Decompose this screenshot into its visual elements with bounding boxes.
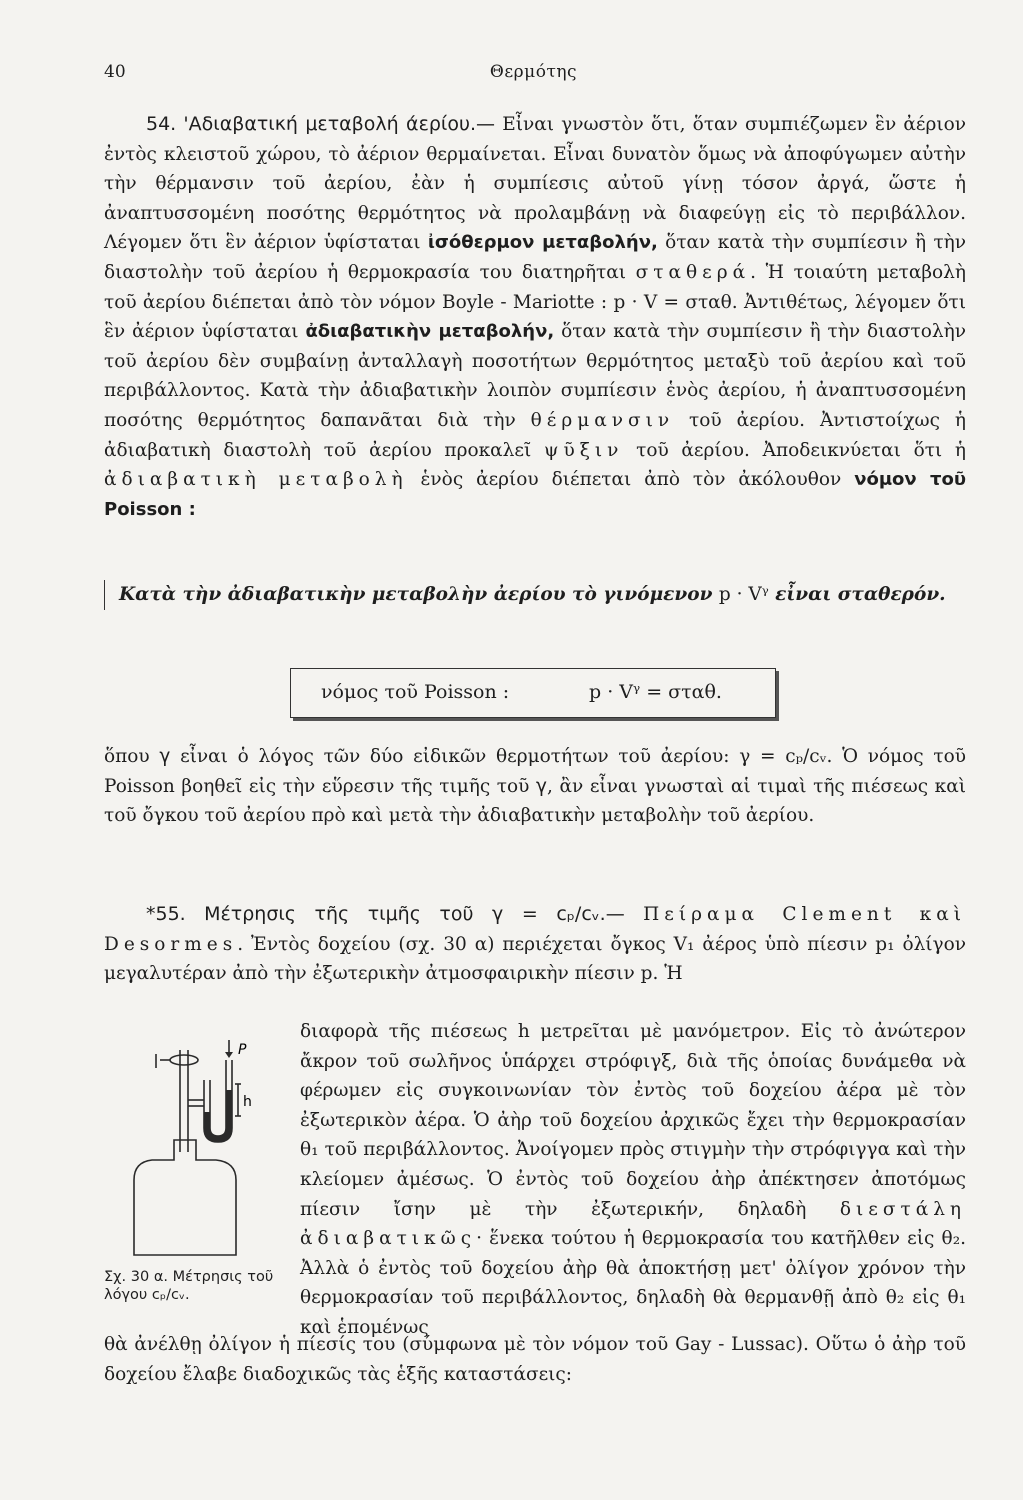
apparatus-diagram: [104, 1040, 294, 1260]
label-h: h: [243, 1094, 252, 1110]
term-poisson-law: νόμον τοῦ Poisson :: [104, 469, 966, 520]
section-54-text-7: ἑνὸς ἀερίου διέπεται ἀπὸ τὸν ἀκόλουθον: [407, 469, 855, 491]
word-adiabatic-change: ἀδιαβατικὴ μεταβολὴ: [104, 469, 408, 491]
term-adiabatic: ἀδιαβατικὴν μεταβολήν,: [305, 321, 555, 343]
p2-text-d: , ἂν εἶναι γνωσταὶ αἱ τιμαὶ τῆς πιέσεως καὶ τοῦ ὄγκου τοῦ ἀερίου πρὸ καὶ μετὰ τὴν ἀδιαβατικὴν μεταβολὴν τοῦ ἀερίου.: [104, 775, 966, 827]
term-isothermal: ἰσόθερμον μεταβολήν,: [427, 232, 658, 254]
p2-text-c: . Ὁ νόμος τοῦ Poisson βοηθεῖ εἰς τὴν εὕρεσιν τῆς τιμῆς τοῦ: [104, 746, 966, 797]
law-expression: p · Vᵞ: [718, 584, 769, 605]
section-55-number: *55.: [146, 903, 186, 925]
formula-expression: p · Vᵞ = σταθ.: [589, 681, 722, 703]
section-54-text-5: τοῦ ἀερίου. Ἀντιστοίχως ἡ ἀδιαβατικὴ διαστολὴ τοῦ ἀερίου προκαλεῖ: [104, 409, 966, 461]
label-p: P: [238, 1042, 247, 1058]
p2-text-a: ὅπου: [104, 746, 160, 767]
word-heating: θέρμανσιν: [530, 409, 675, 431]
section-54-text-6: τοῦ ἀερίου. Ἀποδεικνύεται ὅτι ἡ: [623, 439, 966, 461]
gamma-ratio: γ = cₚ/cᵥ: [739, 746, 827, 767]
poisson-law-statement: [104, 580, 979, 610]
section-54-text-1: Εἶναι γνωστὸν ὅτι, ὅταν συμπιέζωμεν ἓν ἀέριον ἐντὸς κλειστοῦ χώρου, τὸ ἀέριον θερμαίνεται. Εἶναι δυνατὸν ὅμως νὰ ἀποφύγωμεν αὐτὴν τὴν θέρμανσιν τοῦ ἀερίου, ἐὰν ἡ συμπίεσις αὐτοῦ γίνῃ τόσον ἀργά, ὥστε ἡ ἀναπτυσσομένη ποσότης θερμότητος νὰ προλαμβάνῃ νὰ διαφεύγῃ εἰς τὸ περιβάλλον. Λέγομεν ὅτι ἓν ἀέριον ὑφίσταται: [104, 114, 967, 254]
word-cooling: ψῦξιν: [543, 439, 624, 461]
word-expanded-adiabatically: διεστάλη ἀδιαβατικῶς: [300, 1198, 966, 1250]
section-54-text-3: . Ἡ τοιαύτη μεταβολὴ τοῦ ἀερίου διέπεται ἀπὸ τὸν νόμον Boyle - Mariotte : p · V = σταθ. Ἀντιθέτως, λέγομεν ὅτι ἓν ἀέριον ὑφίσταται: [104, 261, 966, 343]
experiment-name: Πείραμα Clement καὶ Desormes: [104, 904, 966, 955]
section-55-wrap-text: [300, 1017, 966, 1343]
law-text-b: εἶναι σταθερόν.: [768, 584, 946, 605]
wrap-text-a: διαφορὰ τῆς πιέσεως h μετρεῖται μὲ μανόμετρον. Εἰς τὸ ἀνώτερον ἄκρον τοῦ σωλῆνος ὑπάρχει στρόφιγξ, διὰ τῆς ὁποίας δυνάμεθα νὰ φέρωμεν εἰς συγκοινωνίαν τὸν ἐντὸς τοῦ δοχείου ἀέρα μὲ τὸν ἐξωτερικὸν ἀέρα. Ὁ ἀὴρ τοῦ δοχείου ἀρχικῶς ἔχει τὴν θερμοκρασίαν θ₁ τοῦ περιβάλλοντος. Ἀνοίγομεν πρὸς στιγμὴν τὴν στρόφιγγα καὶ τὴν κλείομεν ἀμέσως. Ὁ ἐντὸς τοῦ δοχείου ἀὴρ ἀπέκτησεν ἀποτόμως πίεσιν ἴσην μὲ τὴν ἐξωτερικήν, δηλαδὴ: [300, 1021, 966, 1220]
section-55-paragraph: [104, 900, 966, 989]
law-text-a: Κατὰ τὴν ἀδιαβατικὴν μεταβολὴν ἀερίου τὸ γινόμενον: [119, 584, 719, 605]
page-header: [104, 62, 963, 86]
manometer-liquid: [204, 1090, 232, 1142]
section-54-text-2: ὅταν κατὰ τὴν συμπίεσιν ἢ τὴν διαστολὴν τοῦ ἀερίου ἡ θερμοκρασία του διατηρῆται: [104, 232, 967, 283]
word-constant: σταθερά: [635, 261, 751, 283]
wrap-text-b: · ἕνεκα τούτου ἡ θερμοκρασία του κατῆλθεν εἰς θ₂. Ἀλλὰ ὁ ἐντὸς τοῦ δοχείου ἀὴρ θὰ ἀποκτήσῃ μετ' ὀλίγον χρόνον τὴν θερμοκρασίαν τοῦ περιβάλλοντος, δηλαδὴ θὰ θερμανθῇ ἀπὸ θ₂ εἰς θ₁ καὶ ἑπομένως: [300, 1228, 966, 1338]
poisson-formula-box: [290, 668, 776, 718]
page-number: 40: [104, 62, 126, 82]
section-54-paragraph: [104, 110, 966, 524]
figure-30a: [104, 1040, 294, 1260]
p2-text-b: εἶναι ὁ λόγος τῶν δύο εἰδικῶν θερμοτήτων τοῦ ἀερίου:: [170, 746, 740, 767]
gamma-symbol: γ: [159, 746, 171, 767]
running-title: Θερμότης: [489, 62, 578, 82]
formula-label: νόμος τοῦ Poisson :: [321, 681, 510, 703]
section-54-title: 'Αδιαβατική μεταβολή άερίου.—: [183, 113, 495, 135]
pressure-arrow: [225, 1052, 233, 1058]
gamma-definition-paragraph: [104, 742, 966, 831]
figure-caption: Σχ. 30 α. Μέτρησις τοῦ λόγου cₚ/cᵥ.: [104, 1269, 274, 1303]
section-55-tail-text: θὰ ἀνέλθῃ ὀλίγον ἡ πίεσίς του (σύμφωνα μὲ τὸν νόμον τοῦ Gay - Lussac). Οὕτω ὁ ἀὴρ τοῦ δοχείου ἔλαβε διαδοχικῶς τὰς ἑξῆς καταστάσεις:: [104, 1334, 966, 1385]
section-54-text-4: ὅταν κατὰ τὴν συμπίεσιν ἢ τὴν διαστολὴν τοῦ ἀερίου δὲν συμβαίνῃ ἀνταλλαγὴ ποσοτήτων θερμότητος μεταξὺ τοῦ ἀερίου καὶ τοῦ περιβάλλοντος. Κατὰ τὴν ἀδιαβατικὴν λοιπὸν συμπίεσιν ἑνὸς ἀερίου, ἡ ἀναπτυσσομένη ποσότης θερμότητος δαπανᾶται διὰ τὴν: [104, 321, 966, 431]
section-55-text-1: . Ἐντὸς δοχείου (σχ. 30 α) περιέχεται ὄγκος V₁ ἀέρος ὑπὸ πίεσιν p₁ ὀλίγον μεγαλυτέραν ἀπὸ τὴν ἐξωτερικὴν ἀτμοσφαιρικὴν πίεσιν p. Ἡ: [104, 933, 966, 985]
gamma-symbol-2: γ: [536, 775, 547, 797]
section-54-number: 54.: [146, 113, 177, 135]
section-55-title: Μέτρησις τῆς τιμῆς τοῦ γ = cₚ/cᵥ.—: [204, 903, 625, 925]
